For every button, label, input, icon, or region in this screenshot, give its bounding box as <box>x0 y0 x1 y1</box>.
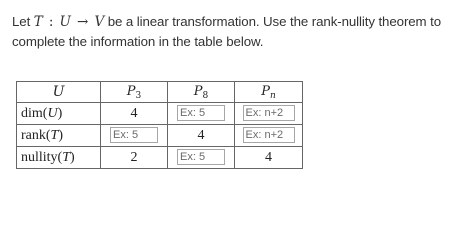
row-label-rank <box>17 125 101 147</box>
cell-dim-Pn <box>235 103 303 125</box>
table-header-row <box>17 82 303 103</box>
cell-rank-P8: 4 <box>168 125 235 147</box>
row-label-dim-var: U <box>47 105 58 121</box>
header-P3 <box>101 82 168 103</box>
row-label-nullity-prefix: nullity( <box>21 149 63 165</box>
table-row-dim <box>17 103 303 125</box>
math-arrow: → <box>77 14 89 30</box>
dim-Pn-answer-input[interactable] <box>243 105 295 121</box>
prompt-text-end: be a linear transformation. Use the rank-nullity theorem to complete the information in the table below. <box>12 14 442 49</box>
table-row-nullity <box>17 147 303 169</box>
cell-rank-P3 <box>101 125 168 147</box>
header-P8-letter: P <box>193 83 203 99</box>
math-V: V <box>94 14 105 30</box>
prompt-text-start: Let <box>12 14 34 29</box>
row-label-rank-var: T <box>50 127 59 143</box>
header-P8-subscript: 8 <box>202 90 209 101</box>
problem-statement <box>12 12 458 52</box>
header-P8 <box>168 82 235 103</box>
math-U: U <box>59 14 71 30</box>
row-label-nullity <box>17 147 101 169</box>
header-P3-subscript: 3 <box>135 90 142 101</box>
dim-P8-answer-input[interactable] <box>177 105 225 121</box>
cell-rank-Pn <box>235 125 303 147</box>
header-Pn <box>235 82 303 103</box>
nullity-P8-answer-input[interactable] <box>177 149 225 165</box>
prompt-math-mapping <box>34 14 104 30</box>
row-label-nullity-var: T <box>62 149 71 165</box>
row-label-rank-suffix: ) <box>58 127 64 143</box>
cell-nullity-P3: 2 <box>101 147 168 169</box>
header-P3-letter: P <box>126 83 136 99</box>
header-Pn-letter: P <box>261 83 270 99</box>
row-label-dim-suffix: ) <box>57 105 63 121</box>
cell-nullity-Pn: 4 <box>235 147 303 169</box>
row-label-nullity-suffix: ) <box>70 149 75 165</box>
row-label-rank-prefix: rank( <box>21 127 51 143</box>
row-label-dim <box>17 103 101 125</box>
cell-nullity-P8 <box>168 147 235 169</box>
rank-Pn-answer-input[interactable] <box>243 127 295 143</box>
header-corner-U: U <box>17 82 101 103</box>
math-colon: : <box>44 14 58 30</box>
header-Pn-subscript: n <box>269 90 276 101</box>
cell-dim-P3: 4 <box>101 103 168 125</box>
rank-nullity-table <box>16 81 303 169</box>
row-label-dim-prefix: dim( <box>21 105 48 121</box>
rank-P3-answer-input[interactable] <box>110 127 158 143</box>
table-row-rank <box>17 125 303 147</box>
cell-dim-P8 <box>168 103 235 125</box>
math-T: T <box>33 14 43 30</box>
